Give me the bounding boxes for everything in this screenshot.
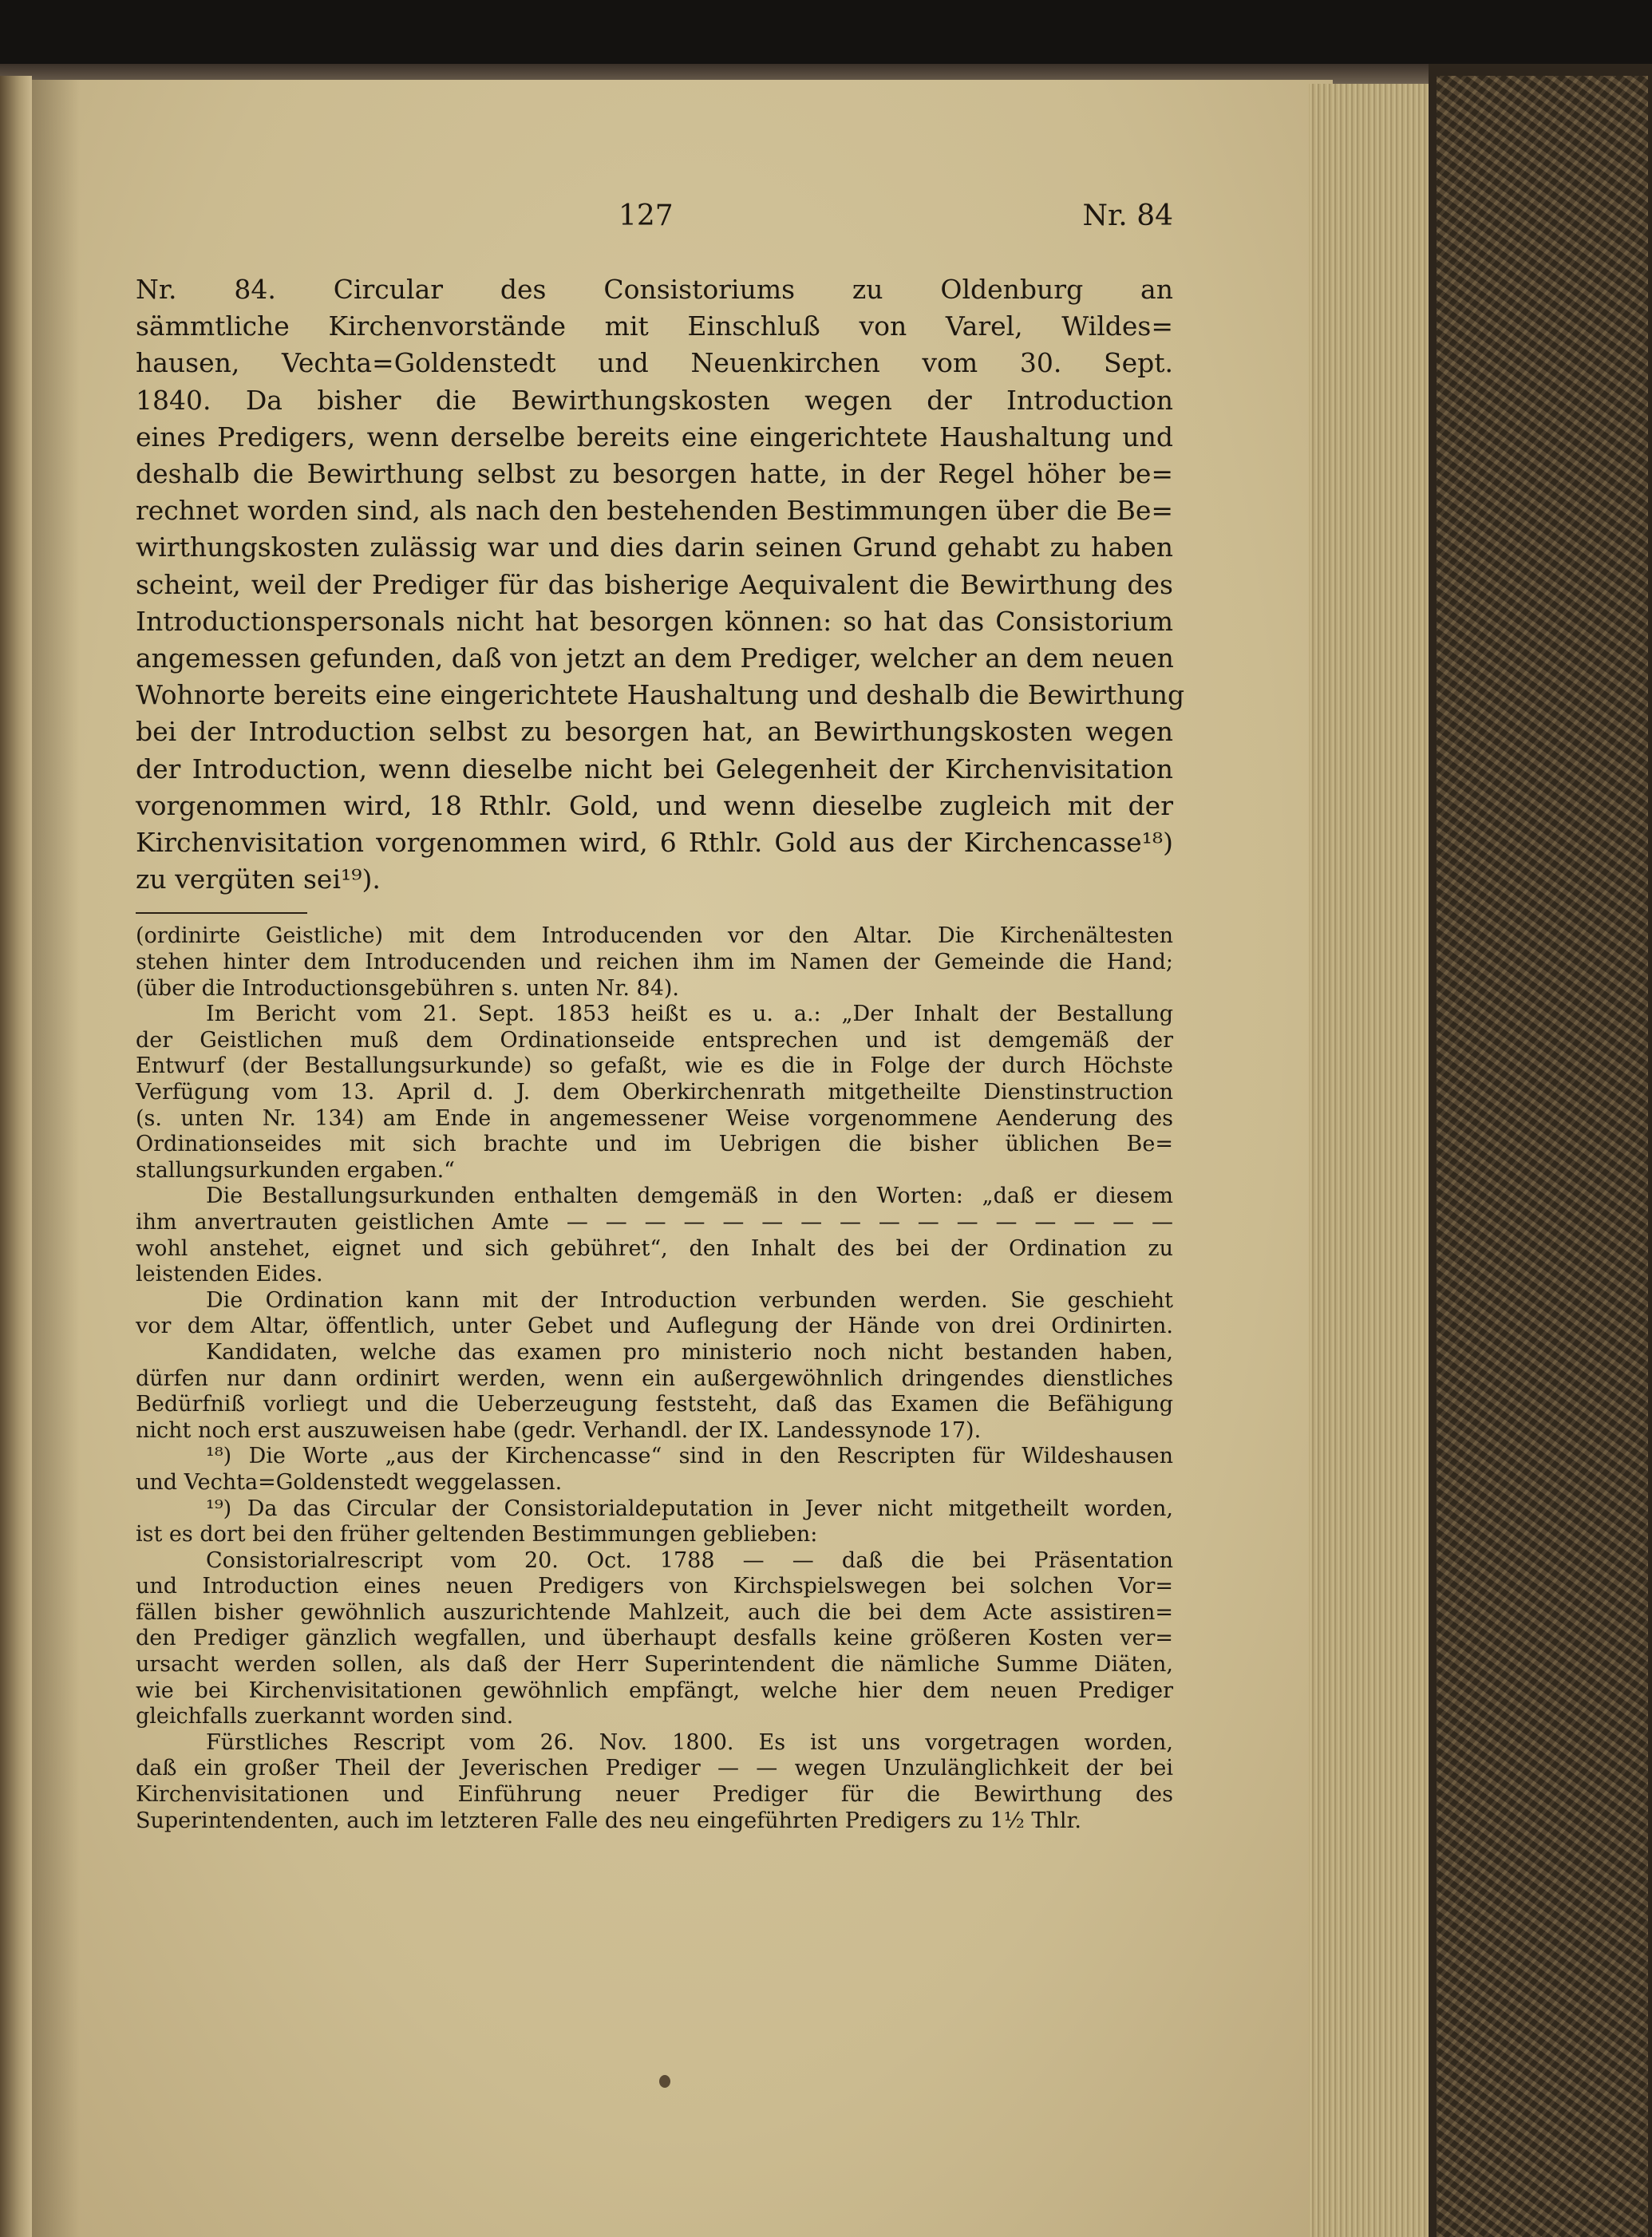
footnote-line: dürfen nur dann ordinirt werden, wenn ein außergewöhnlich dringendes dienstliches [136,1366,1173,1391]
main-line: rechnet worden sind, als nach den bestehenden Bestimmungen über die Be= [136,495,1173,527]
page-spot [659,2075,670,2088]
main-line: angemessen gefunden, daß von jetzt an dem Prediger, welcher an dem neuen [136,642,1174,674]
section-reference: Nr. 84 [1082,200,1173,232]
footnote-line: stehen hinter dem Introducenden und reichen ihm im Namen der Gemeinde die Hand; [136,950,1173,975]
footnote-line: ¹⁸) Die Worte „aus der Kirchencasse“ sind in den Rescripten für Wildeshausen [206,1444,1173,1469]
footnote-line: daß ein großer Theil der Jeverischen Prediger — — wegen Unzulänglichkeit der bei [136,1756,1173,1781]
footnote-line: Consistorialrescript vom 20. Oct. 1788 — — daß die bei Präsentation [206,1547,1173,1573]
marbled-cover [1437,76,1648,2237]
page-number: 127 [619,200,674,232]
footnote-line: Fürstliches Rescript vom 26. Nov. 1800. Es ist uns vorgetragen worden, [206,1729,1173,1755]
footnote-line: wohl anstehet, eignet und sich gebühret“, den Inhalt des bei der Ordination zu [136,1235,1173,1261]
main-line: der Introduction, wenn dieselbe nicht bei Gelegenheit der Kirchenvisitation [136,753,1173,785]
main-line: Introductionspersonals nicht hat besorgen können: so hat das Consistorium [136,605,1173,637]
footnote-line: Im Bericht vom 21. Sept. 1853 heißt es u. a.: „Der Inhalt der Bestallung [206,1002,1173,1027]
running-header [136,200,1173,247]
footnote-line: (s. unten Nr. 134) am Ende in angemessener Weise vorgenommene Aenderung des [136,1105,1173,1131]
footnote-line: ursacht werden sollen, als daß der Herr Superintendent die nämliche Summe Diäten, [136,1652,1173,1678]
footnote-line: (über die Introductionsgebühren s. unten Nr. 84). [136,975,679,1001]
main-line: vorgenommen wird, 18 Rthlr. Gold, und wenn dieselbe zugleich mit der [136,789,1173,821]
footnote-line: Superintendenten, auch im letzteren Falle des neu eingeführten Predigers zu 1½ Thlr. [136,1808,1081,1833]
left-page-edge [0,76,32,2237]
main-line: wirthungskosten zulässig war und dies darin seinen Grund gehabt zu haben [136,532,1173,563]
footnote-line: vor dem Altar, öffentlich, unter Gebet und Auflegung der Hände von drei Ordinirten. [136,1314,1173,1339]
main-line: Kirchenvisitation vorgenommen wird, 6 Rthlr. Gold aus der Kirchencasse¹⁸) [136,827,1173,859]
main-line: bei der Introduction selbst zu besorgen hat, an Bewirthungskosten wegen [136,716,1173,748]
footnote-line: Entwurf (der Bestallungsurkunde) so gefaßt, wie es die in Folge der durch Höchste [136,1053,1173,1079]
footnote-line: ihm anvertrauten geistlichen Amte — — — — — — — — — — — — — — — — [136,1209,1173,1235]
footnote-line: Verfügung vom 13. April d. J. dem Oberkirchenrath mitgetheilte Dienstinstruction [136,1080,1173,1105]
footnote-line: Die Bestallungsurkunden enthalten demgemäß in den Worten: „daß er diesem [206,1184,1173,1209]
footnotes [136,923,1173,1834]
footnote-line: wie bei Kirchenvisitationen gewöhnlich empfängt, welche hier dem neuen Prediger [136,1678,1173,1703]
footnote-line: nicht noch erst auszuweisen habe (gedr. Verhandl. der IX. Landessynode 17). [136,1417,982,1443]
footnote-line: Kandidaten, welche das examen pro ministerio noch nicht bestanden haben, [206,1339,1173,1365]
footnote-line: stallungsurkunden ergaben.“ [136,1157,455,1183]
footnote-line: ist es dort bei den früher geltenden Bestimmungen geblieben: [136,1522,818,1547]
footnote-line: Kirchenvisitationen und Einführung neuer Prediger für die Bewirthung des [136,1782,1173,1808]
footnote-line: den Prediger gänzlich wegfallen, und überhaupt desfalls keine größeren Kosten ver= [136,1626,1173,1651]
footnote-line: Ordinationseides mit sich brachte und im Uebrigen die bisher üblichen Be= [136,1132,1173,1157]
page-text [136,200,1185,1834]
main-line: hausen, Vechta=Goldenstedt und Neuenkirchen vom 30. Sept. [136,347,1173,379]
main-line: deshalb die Bewirthung selbst zu besorgen hatte, in der Regel höher be= [136,458,1173,490]
main-paragraph [136,271,1185,898]
footnote-line: Bedürfniß vorliegt und die Ueberzeugung feststeht, daß das Examen die Befähigung [136,1392,1173,1417]
footnote-line: Die Ordination kann mit der Introduction verbunden werden. Sie geschieht [206,1287,1173,1313]
footnote-line: ¹⁹) Da das Circular der Consistorialdeputation in Jever nicht mitgetheilt worden, [206,1496,1173,1521]
footnote-line: und Vechta=Goldenstedt weggelassen. [136,1469,563,1495]
footnote-line: fällen bisher gewöhnlich auszurichtende Mahlzeit, auch die bei dem Acte assistiren= [136,1599,1173,1625]
page-stack-edge [1309,84,1429,2237]
main-line: scheint, weil der Prediger für das bisherige Aequivalent die Bewirthung des [136,568,1173,600]
footnote-divider [136,912,307,914]
main-line: 1840. Da bisher die Bewirthungskosten wegen der Introduction [136,384,1173,416]
main-line: Nr. 84. Circular des Consistoriums zu Oldenburg an [136,274,1173,305]
footnote-line: der Geistlichen muß dem Ordinationseide entsprechen und ist demgemäß der [136,1027,1173,1053]
footnote-line: leistenden Eides. [136,1262,323,1287]
main-line: eines Predigers, wenn derselbe bereits eine eingerichtete Haushaltung und [136,421,1173,453]
main-line: sämmtliche Kirchenvorstände mit Einschluß von Varel, Wildes= [136,310,1173,342]
main-line: zu vergüten sei¹⁹). [136,864,381,895]
gutter-shadow [32,80,80,2237]
footnote-line: und Introduction eines neuen Predigers von Kirchspielswegen bei solchen Vor= [136,1574,1173,1599]
footnote-line: gleichfalls zuerkannt worden sind. [136,1704,514,1729]
main-line: Wohnorte bereits eine eingerichtete Haushaltung und deshalb die Bewirthung [136,679,1185,711]
footnote-line: (ordinirte Geistliche) mit dem Introducenden vor den Altar. Die Kirchenältesten [136,923,1173,949]
